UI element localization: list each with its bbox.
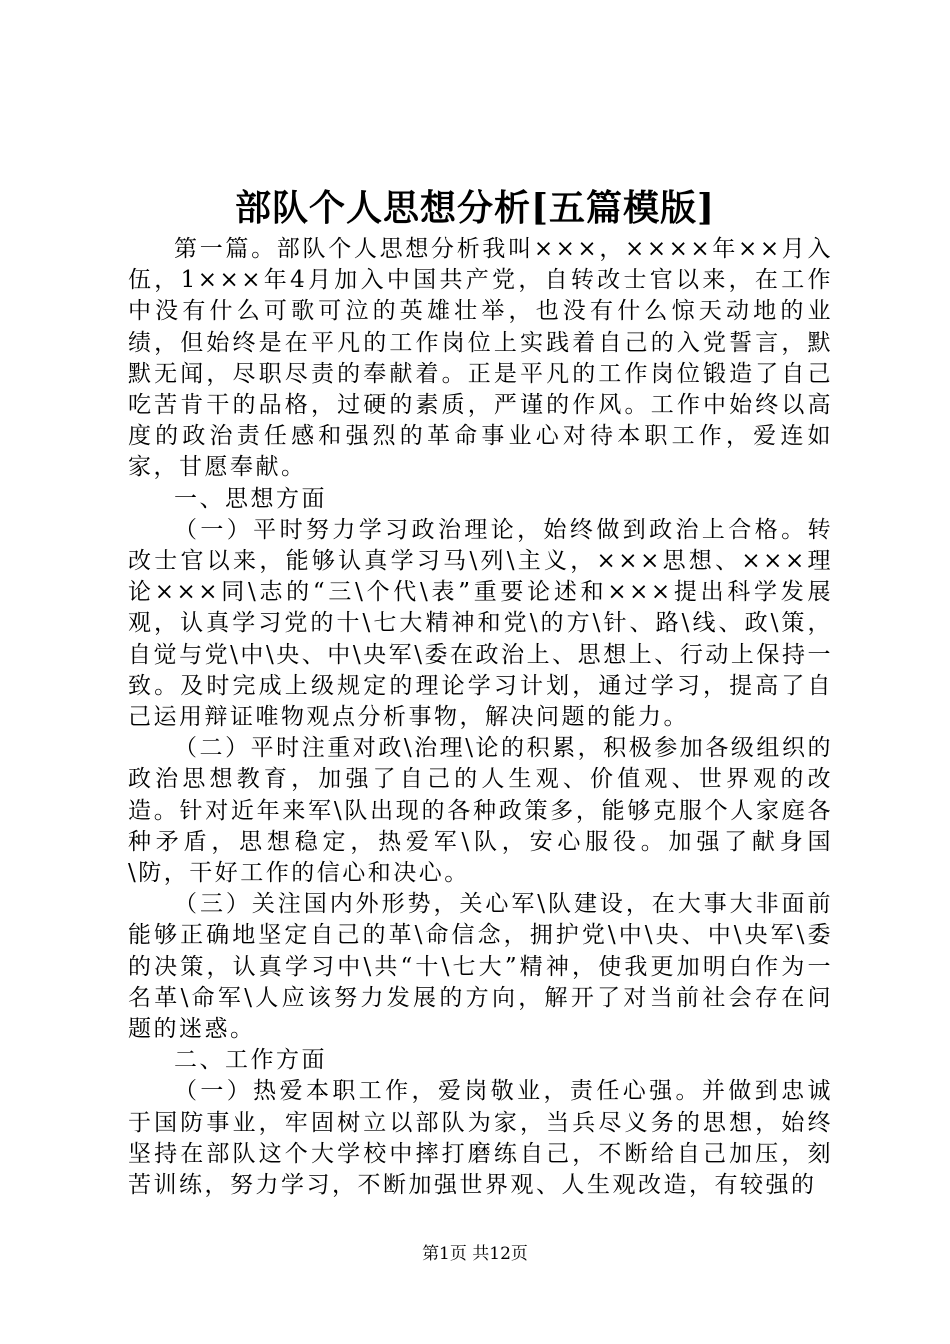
paragraph-thought-2: （二）平时注重对政\治理\论的积累，积极参加各级组织的政治思想教育，加强了自己的人生观、价值观、世界观的改造。针对近年来军\队出现的各种政策多，能够克服个人家庭各种矛盾，思想稳定，热爱军\队，安心服役。加强了献身国\防，干好工作的信心和决心。	[128, 735, 833, 887]
paragraph-work-1: （一）热爱本职工作，爱岗敬业，责任心强。并做到忠诚于国防事业，牢固树立以部队为家，当兵尽义务的思想，始终坚持在部队这个大学校中摔打磨练自己，不断给自己加压，刻苦训练，努力学习，不断加强世界观、人生观改造，有较强的	[128, 1078, 833, 1199]
section-heading-work: 二、工作方面	[174, 1047, 327, 1074]
document-body	[128, 234, 833, 1201]
page-number-footer: 第1页 共12页	[422, 1244, 528, 1264]
paragraph-thought-1: （一）平时努力学习政治理论，始终做到政治上合格。转改士官以来，能够认真学习马\列\主义，×××思想、×××理论×××同\志的“三\个代\表”重要论述和×××提出科学发展观，认真学习党的十\七大精神和党\的方\针、路\线、政\策，自觉与党\中\央、中\央军\委在政治上、思想上、行动上保持一致。及时完成上级规定的理论学习计划，通过学习，提高了自己运用辩证唯物观点分析事物，解决问题的能力。	[128, 516, 833, 731]
document-title: 部队个人思想分析[五篇模版]	[234, 187, 716, 229]
paragraph-thought-3: （三）关注国内外形势，关心军\队建设，在大事大非面前能够正确地坚定自己的革\命信念，拥护党\中\央、中\央军\委的决策，认真学习中\共“十\七大”精神，使我更加明白作为一名革\命军\人应该努力发展的方向，解开了对当前社会存在问题的迷惑。	[128, 891, 833, 1043]
paragraph-intro: 第一篇。部队个人思想分析我叫×××，××××年××月入伍，1×××年4月加入中国共产党，自转改士官以来，在工作中没有什么可歌可泣的英雄壮举，也没有什么惊天动地的业绩，但始终是在平凡的工作岗位上实践着自己的入党誓言，默默无闻，尽职尽责的奉献着。正是平凡的工作岗位锻造了自己吃苦肯干的品格，过硬的素质，严谨的作风。工作中始终以高度的政治责任感和强烈的革命事业心对待本职工作，爱连如家，甘愿奉献。	[128, 236, 833, 481]
section-heading-thought: 一、思想方面	[174, 485, 327, 512]
